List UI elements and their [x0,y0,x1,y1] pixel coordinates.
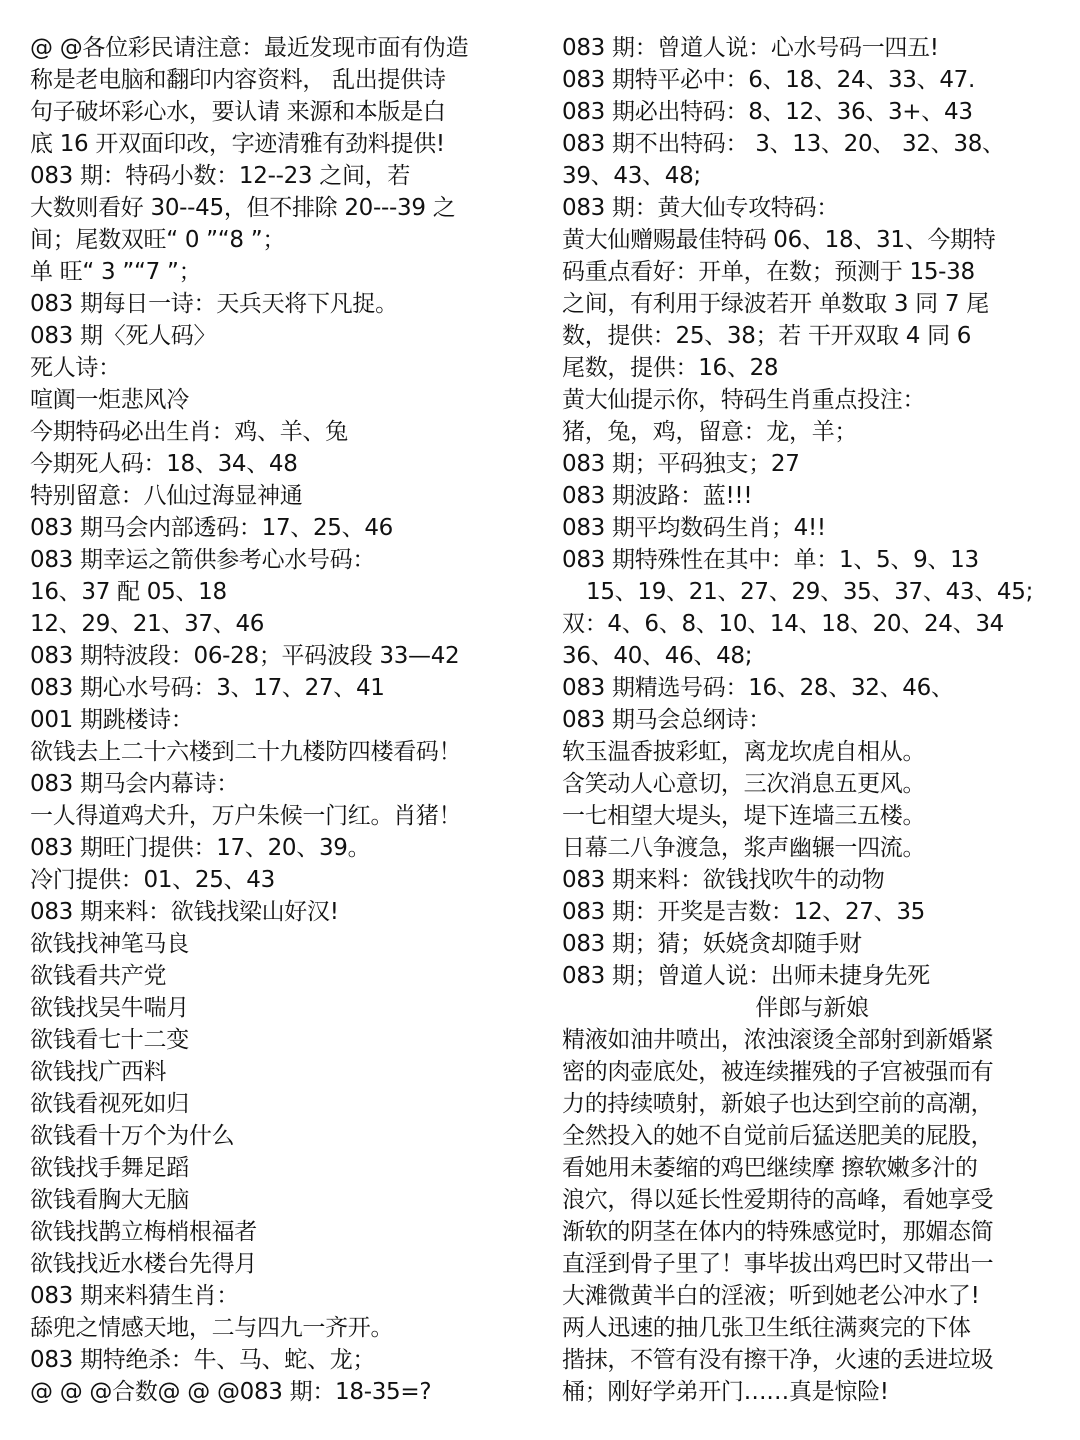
right-text-line: 黄大仙赠赐最佳特码 06、18、31、今期特 [562,227,996,253]
right-text-line: 083 期平均数码生肖；4!! [562,515,826,541]
section-heading: 伴郎与新娘 [755,995,869,1021]
left-text-line: 句子破坏彩心水，要认请 来源和本版是白 [30,99,446,125]
left-text-line: @ @ @合数@ @ @083 期：18-35=? [30,1379,432,1405]
right-text-line: 083 期必出特码：8、12、36、3+、43 [562,99,973,125]
left-text-line: 欲钱看七十二变 [30,1027,189,1053]
left-text-line: 称是老电脑和翻印内容资料， 乱出提供诗 [30,67,446,93]
right-text-line: 之间，有利用于绿波若开 单数取 3 同 7 尾 [562,291,989,317]
left-text-line: 欲钱找神笔马良 [30,931,189,957]
right-text-line: 全然投入的她不自觉前后猛送肥美的屁股， [562,1123,994,1149]
right-text-line: 尾数，提供：16、28 [562,355,779,381]
left-text-line: 16、37 配 05、18 [30,579,227,605]
right-text-line: 猪，兔，鸡，留意：龙，羊； [562,419,858,445]
right-column [562,32,1062,1408]
left-text-line: 欲钱找广西料 [30,1059,167,1085]
right-text-line: 两人迅速的抽几张卫生纸往满爽完的下体 [562,1315,971,1341]
right-text-line: 渐软的阴茎在体内的特殊感觉时，那媚态简 [562,1219,994,1245]
right-text-line: 一七相望大堤头，堤下连墙三五楼。 [562,803,926,829]
left-text-line: 欲钱找手舞足蹈 [30,1155,189,1181]
left-text-line: 083 期幸运之箭供参考心水号码： [30,547,376,573]
left-text-line: 大数则看好 30--45，但不排除 20---39 之 [30,195,456,221]
left-text-line: 欲钱找近水楼台先得月 [30,1251,258,1277]
right-text-line: 黄大仙提示你，特码生肖重点投注： [562,387,926,413]
right-text-line: 码重点看好：开单，在数；预测于 15-38 [562,259,975,285]
right-text-line: 083 期特平必中：6、18、24、33、47. [562,67,976,93]
left-text-line: 12、29、21、37、46 [30,611,265,637]
left-text-line: 083 期来料猜生肖： [30,1283,239,1309]
left-text-line: 欲钱看共产党 [30,963,167,989]
right-text-line: 083 期精选号码：16、28、32、46、 [562,675,954,701]
left-text-line: 一人得道鸡犬升，万户朱候一门红。肖猪！ [30,803,462,829]
left-text-line: 单 旺“ 3 ”“7 ”； [30,259,202,285]
right-text-line: 看她用未萎缩的鸡巴继续摩 擦软嫩多汁的 [562,1155,978,1181]
left-text-line: 083 期马会内幕诗： [30,771,239,797]
left-text-line: 死人诗： [30,355,121,381]
left-text-line: 083 期：特码小数：12--23 之间，若 [30,163,411,189]
right-text-line: 083 期马会总纲诗： [562,707,771,733]
left-text-line: 欲钱看十万个为什么 [30,1123,235,1149]
right-text-line: 083 期；曾道人说：出师未捷身先死 [562,963,930,989]
right-text-line: 083 期：曾道人说：心水号码一四五! [562,35,939,61]
right-text-line: 083 期波路：蓝!!! [562,483,753,509]
left-text-line: 今期死人码：18、34、48 [30,451,298,477]
left-text-line: 083 期来料：欲钱找梁山好汉! [30,899,339,925]
right-text-line: 大滩微黄半白的淫液；听到她老公冲水了! [562,1283,980,1309]
left-text-line: 083 期心水号码：3、17、27、41 [30,675,385,701]
right-text-line: 083 期；平码独支；27 [562,451,800,477]
left-text-line: 欲钱看视死如归 [30,1091,189,1117]
left-text-line: 083 期马会内部透码：17、25、46 [30,515,394,541]
left-text-line: 083 期特绝杀：牛、马、蛇、龙； [30,1347,376,1373]
right-text-line: 083 期：开奖是吉数：12、27、35 [562,899,926,925]
left-text-line: 083 期〈死人码〉 [30,323,217,349]
left-text-line: 冷门提供：01、25、43 [30,867,275,893]
right-text-line: 密的肉壶底处，被连续摧残的子宫被强而有 [562,1059,994,1085]
right-text-line: 083 期特殊性在其中：单：1、5、9、13 [562,547,979,573]
right-text-line: 浪穴，得以延长性爱期待的高峰，看她享受 [562,1187,994,1213]
right-text-line: 直淫到骨子里了！事毕拔出鸡巴时又带出一 [562,1251,994,1277]
right-text-line: 083 期；猜；妖娆贪却随手财 [562,931,862,957]
right-text-line: 精液如油井喷出，浓浊滚烫全部射到新婚紧 [562,1027,994,1053]
left-text-line: 欲钱找鹊立梅梢根福者 [30,1219,258,1245]
right-text-line: 软玉温香披彩虹，离龙坎虎自相从。 [562,739,926,765]
right-text-line: 揩抹，不管有没有擦干净，火速的丢进垃圾 [562,1347,994,1373]
right-text-line: 39、43、48; [562,163,701,189]
right-text-line: 日幕二八争渡急，浆声幽辗一四流。 [562,835,926,861]
left-text-line: 特别留意：八仙过海显神通 [30,483,303,509]
left-text-line: 舔兜之情感天地，二与四九一齐开。 [30,1315,394,1341]
right-text-line: 083 期：黄大仙专攻特码： [562,195,840,221]
left-text-line: 083 期每日一诗：天兵天将下凡捉。 [30,291,398,317]
right-text-line: 力的持续喷射，新娘子也达到空前的高潮， [562,1091,994,1117]
left-text-line: 欲钱看胸大无脑 [30,1187,189,1213]
left-text-line: 今期特码必出生肖：鸡、羊、兔 [30,419,348,445]
left-text-line: 欲钱去上二十六楼到二十九楼防四楼看码！ [30,739,462,765]
left-text-line: 083 期特波段：06-28；平码波段 33—42 [30,643,460,669]
left-column [30,32,550,1408]
right-text-line: 含笑动人心意切，三次消息五更风。 [562,771,926,797]
right-text-line: 083 期不出特码： 3、13、20、 32、38、 [562,131,1005,157]
right-text-line: 083 期来料：欲钱找吹牛的动物 [562,867,885,893]
right-text-line: 双：4、6、8、10、14、18、20、24、34 [562,611,1004,637]
right-text-line: 桶；刚好学弟开门……真是惊险! [562,1379,889,1405]
right-text-line: 15、19、21、27、29、35、37、43、45; [586,579,1034,605]
left-text-line: 001 期跳楼诗： [30,707,194,733]
left-text-line: 欲钱找吴牛喘月 [30,995,189,1021]
left-text-line: 底 16 开双面印改，字迹清雅有劲料提供! [30,131,445,157]
left-text-line: 间；尾数双旺“ 0 ”“8 ”； [30,227,286,253]
left-text-line: @ @各位彩民请注意：最近发现市面有伪造 [30,35,469,61]
left-text-line: 喧阗一炬悲风冷 [30,387,189,413]
left-text-line: 083 期旺门提供：17、20、39。 [30,835,371,861]
right-text-line: 36、40、46、48; [562,643,753,669]
right-text-line: 数，提供：25、38；若 干开双取 4 同 6 [562,323,972,349]
